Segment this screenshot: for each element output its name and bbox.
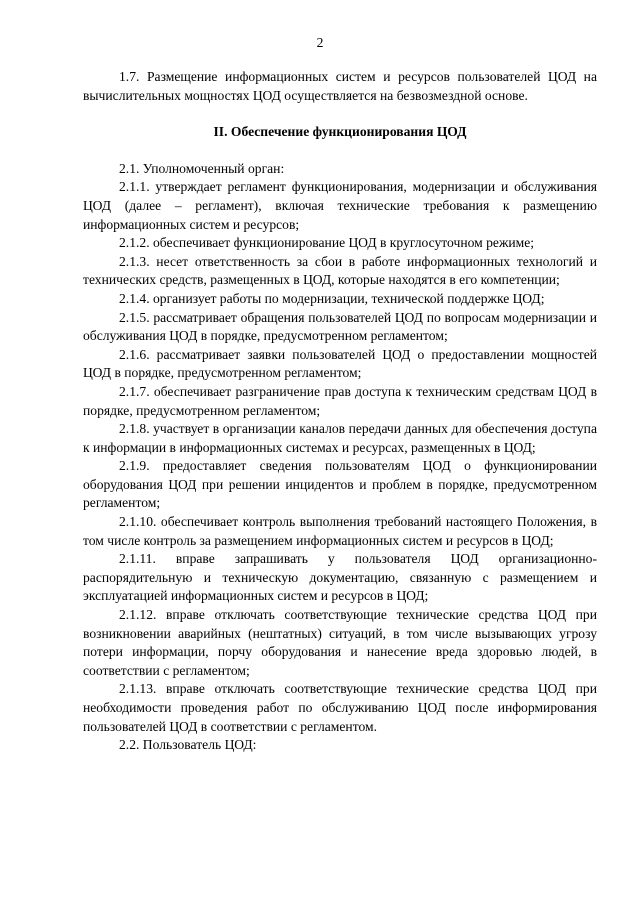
paragraph-2-2: 2.2. Пользователь ЦОД: [119, 737, 257, 753]
paragraph-2-1-8: 2.1.8. участвует в организации каналов передачи данных для обеспечения доступа к информации в информационных системах и ресурсах, размещенных в ЦОД; [83, 421, 597, 455]
paragraph-2-1-10: 2.1.10. обеспечивает контроль выполнения требований настоящего Положения, в том числе контроль за размещением информационных систем и ресурсов в ЦОД; [83, 514, 597, 548]
paragraph-2-1-4: 2.1.4. организует работы по модернизации, технической поддержке ЦОД; [119, 290, 545, 306]
paragraph-2-1-11: 2.1.11. вправе запрашивать у пользователя ЦОД организационно-распорядительную и техническую документацию, связанную с размещением и эксплуатацией информационных систем и ресурсов в ЦОД; [83, 551, 597, 604]
page-number: 2 [316, 35, 324, 50]
paragraph-2-1-9: 2.1.9. предоставляет сведения пользователям ЦОД о функционировании оборудования ЦОД при решении инцидентов и проблем в порядке, предусмотренном регламентом; [83, 458, 597, 511]
paragraph-2-1-13: 2.1.13. вправе отключать соответствующие технические средства ЦОД при необходимости проведения работ по обслуживанию ЦОД после информирования пользователей ЦОД в соответствии с регламентом. [83, 681, 597, 734]
paragraph-2-1: 2.1. Уполномоченный орган: [119, 160, 285, 176]
section-heading: II. Обеспечение функционирования ЦОД [213, 124, 467, 140]
paragraph-2-1-3: 2.1.3. несет ответственность за сбои в работе информационных технологий и технических средств, размещенных в ЦОД, которые находятся в его компетенции; [83, 253, 597, 288]
paragraph-2-1-12: 2.1.12. вправе отключать соответствующие технические средства ЦОД при возникновении аварийных (нештатных) ситуаций, в том числе вызывающих угрозу потери информации, порчу оборудования и нанесение вреда здоровью людей, в соответствии с регламентом; [83, 607, 597, 678]
paragraph-2-1-5: 2.1.5. рассматривает обращения пользователей ЦОД по вопросам модернизации и обслуживания ЦОД в порядке, предусмотренном регламентом; [83, 309, 597, 344]
intro-paragraph: 1.7. Размещение информационных систем и ресурсов пользователей ЦОД на вычислительных мощностях ЦОД осуществляется на безвозмездной основе. [83, 69, 597, 103]
paragraph-2-1-7: 2.1.7. обеспечивает разграничение прав доступа к техническим средствам ЦОД в порядке, предусмотренном регламентом; [83, 383, 597, 418]
document-body [83, 68, 597, 755]
paragraph-2-1-2: 2.1.2. обеспечивает функционирование ЦОД в круглосуточном режиме; [119, 235, 535, 251]
paragraph-2-1-6: 2.1.6. рассматривает заявки пользователей ЦОД о предоставлении мощностей ЦОД в порядке, предусмотренном регламентом; [83, 346, 597, 381]
paragraph-2-1-1: 2.1.1. утверждает регламент функционирования, модернизации и обслуживания ЦОД (далее – регламент), включая технические требования к размещению информационных систем и ресурсов; [83, 179, 597, 232]
